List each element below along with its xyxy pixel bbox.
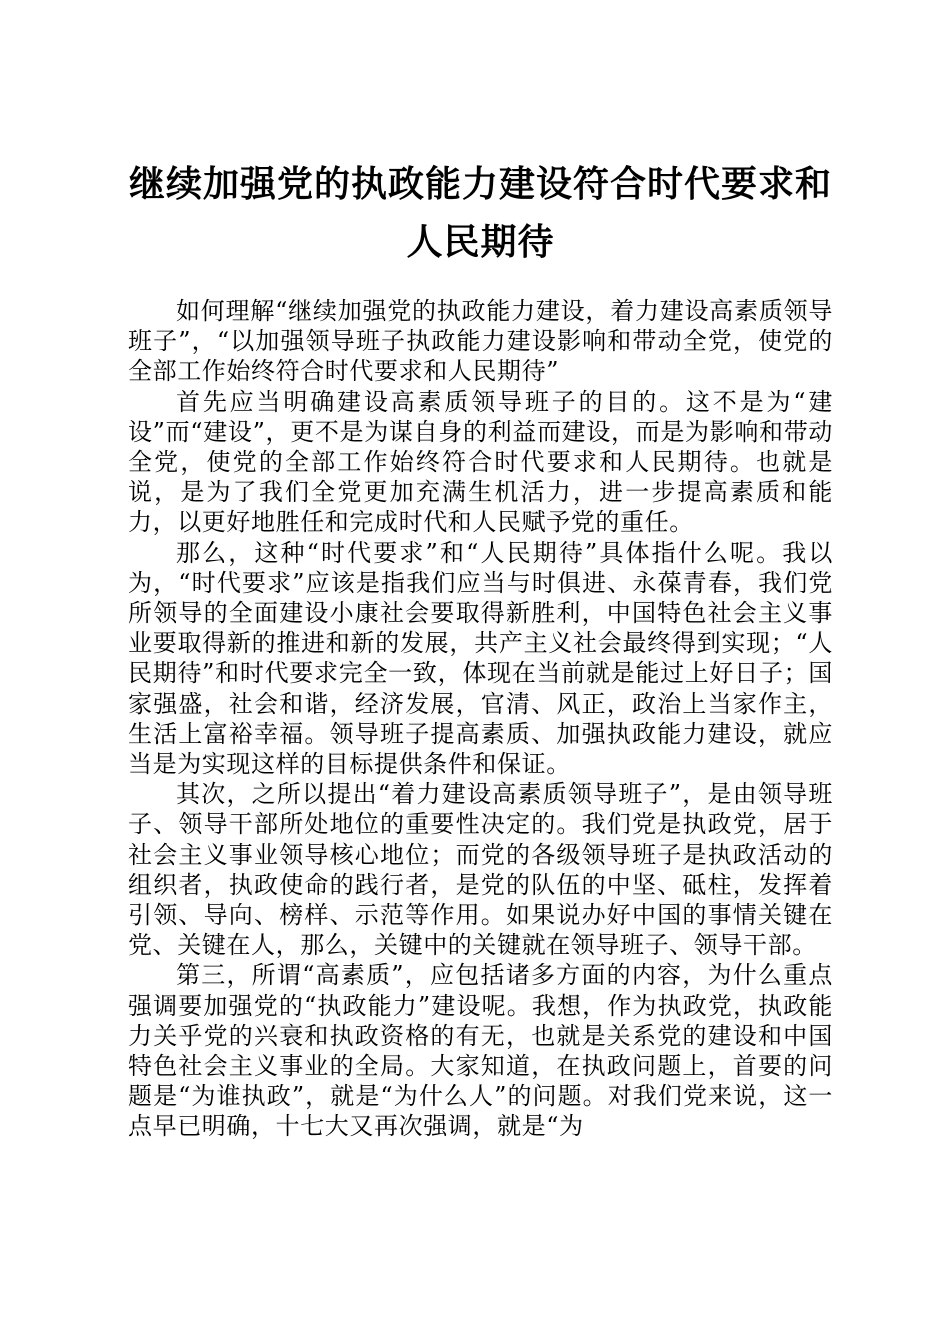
paragraph: 第三，所谓“高素质”，应包括诸多方面的内容，为什么重点强调要加强党的“执政能力”建设呢。我想，作为执政党，执政能力关乎党的兴衰和执政资格的有无，也就是关系党的建设和中国特色社会主义事业的全局。大家知道，在执政问题上，首要的问题是“为谁执政”，就是“为什么人”的问题。对我们党来说，这一点早已明确，十七大又再次强调，就是“为 (128, 961, 833, 1141)
paragraph: 其次，之所以提出“着力建设高素质领导班子”，是由领导班子、领导干部所处地位的重要性决定的。我们党是执政党，居于社会主义事业领导核心地位；而党的各级领导班子是执政活动的组织者，执政使命的践行者，是党的队伍的中坚、砥柱，发挥着引领、导向、榜样、示范等作用。如果说办好中国的事情关键在党、关键在人，那么，关键中的关键就在领导班子、领导干部。 (128, 780, 833, 960)
document-body (128, 296, 833, 1142)
paragraph: 首先应当明确建设高素质领导班子的目的。这不是为“建设”而“建设”，更不是为谋自身的利益而建设，而是为影响和带动全党，使党的全部工作始终符合时代要求和人民期待。也就是说，是为了我们全党更加充满生机活力，进一步提高素质和能力，以更好地胜任和完成时代和人民赋予党的重任。 (128, 387, 833, 537)
paragraph: 如何理解“继续加强党的执政能力建设，着力建设高素质领导班子”，“以加强领导班子执政能力建设影响和带动全党，使党的全部工作始终符合时代要求和人民期待” (128, 297, 833, 386)
paragraph: 那么，这种“时代要求”和“人民期待”具体指什么呢。我以为，“时代要求”应该是指我们应当与时俱进、永葆青春，我们党所领导的全面建设小康社会要取得新胜利，中国特色社会主义事业要取得新的推进和新的发展，共产主义社会最终得到实现；“人民期待”和时代要求完全一致，体现在当前就是能过上好日子；国家强盛，社会和谐，经济发展，官清、风正，政治上当家作主，生活上富裕幸福。领导班子提高素质、加强执政能力建设，就应当是为实现这样的目标提供条件和保证。 (128, 538, 833, 779)
document-title: 继续加强党的执政能力建设符合时代要求和人民期待 (128, 163, 832, 263)
